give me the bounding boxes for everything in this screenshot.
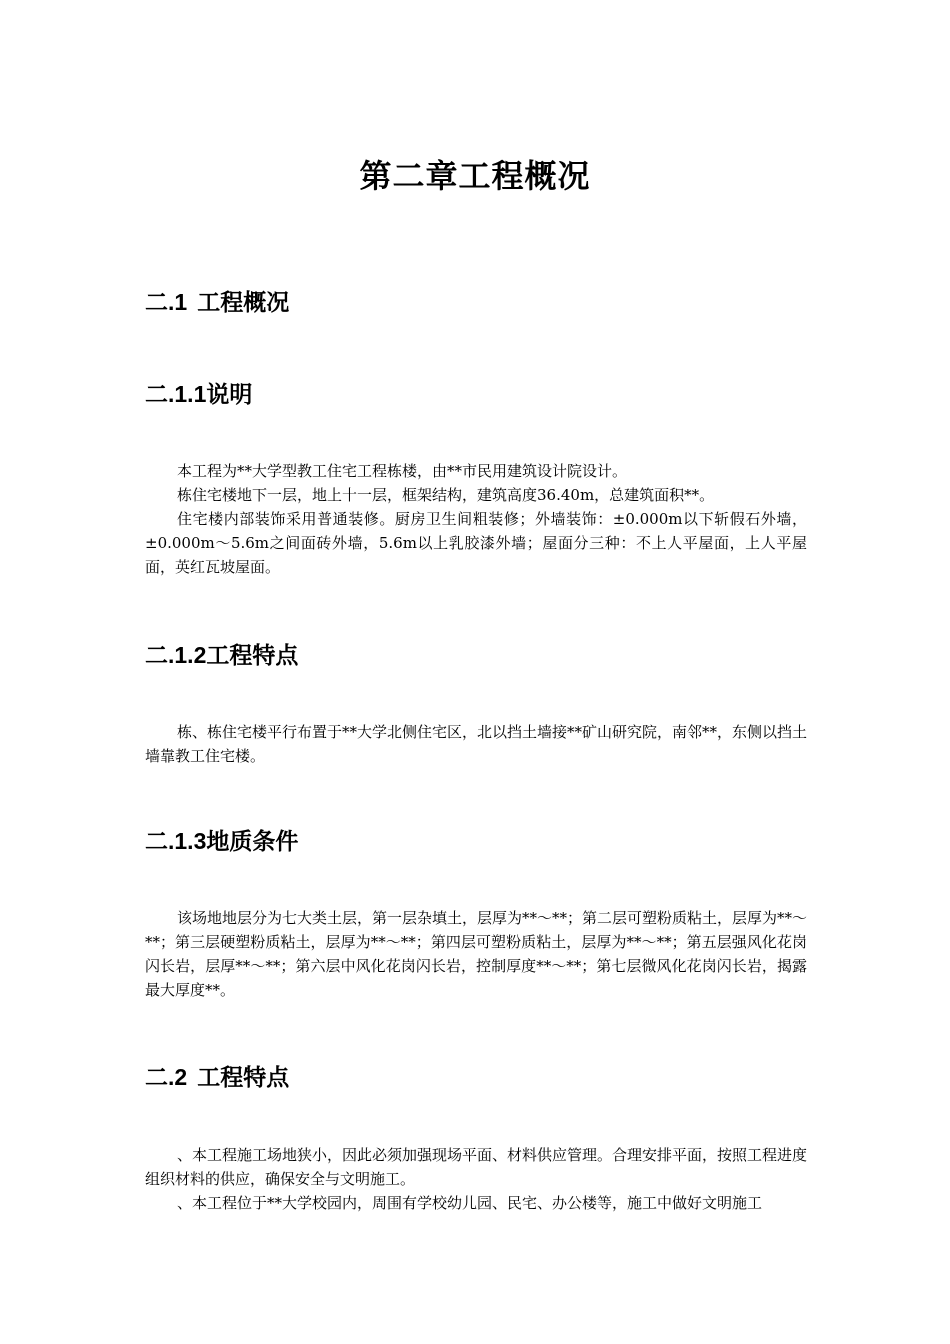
section-number: 二.1 — [145, 289, 188, 315]
section-title: 地质条件 — [206, 829, 299, 855]
paragraph: 本工程为**大学型教工住宅工程栋楼，由**市民用建筑设计院设计。 — [177, 462, 628, 480]
section-title: 工程特点 — [206, 643, 299, 669]
section-heading-2-1-1 — [145, 377, 252, 412]
section-heading-2-1 — [145, 285, 289, 320]
section-number: 二.2 — [145, 1064, 188, 1090]
section-body-2-1-1 — [145, 459, 807, 579]
paragraph: 栋住宅楼地下一层，地上十一层，框架结构，建筑高度36.40m，总建筑面积**。 — [177, 486, 715, 504]
section-body-2-2 — [145, 1143, 807, 1215]
section-body-2-1-3 — [145, 906, 807, 1002]
section-heading-2-1-2 — [145, 638, 298, 673]
section-heading-2-1-3 — [145, 824, 298, 859]
paragraph: 栋、栋住宅楼平行布置于**大学北侧住宅区，北以挡土墙接**矿山研究院，南邻**，东侧以挡土墙靠教工住宅楼。 — [145, 723, 808, 765]
paragraph: 该场地地层分为七大类土层，第一层杂填土，层厚为**～**；第二层可塑粉质粘土，层厚为**～**；第三层硬塑粉质粘土，层厚为**～**；第四层可塑粉质粘土，层厚为**～**；第五层强风化花岗闪长岩，层厚**～**；第六层中风化花岗闪长岩，控制厚度**～**；第七层微风化花岗闪长岩，揭露最大厚度**。 — [145, 909, 808, 999]
paragraph: 、本工程施工场地狭小，因此必须加强现场平面、材料供应管理。合理安排平面，按照工程进度组织材料的供应，确保安全与文明施工。 — [145, 1146, 808, 1188]
section-heading-2-2 — [145, 1060, 289, 1095]
section-number: 二.1.2 — [145, 642, 207, 668]
section-number: 二.1.3 — [145, 828, 207, 854]
chapter-title: 第二章工程概况 — [359, 157, 591, 195]
paragraph: 、本工程位于**大学校园内，周围有学校幼儿园、民宅、办公楼等，施工中做好文明施工 — [177, 1194, 763, 1212]
paragraph: 住宅楼内部装饰采用普通装修。厨房卫生间粗装修；外墙装饰：±0.000m以下斩假石外墙，±0.000m～5.6m之间面砖外墙，5.6m以上乳胶漆外墙；屋面分三种：不上人平屋面，上人平屋面，英红瓦坡屋面。 — [145, 510, 807, 576]
section-number: 二.1.1 — [145, 381, 207, 407]
section-title: 工程特点 — [197, 1065, 290, 1091]
section-title: 工程概况 — [197, 290, 290, 316]
section-title: 说明 — [206, 382, 253, 408]
section-body-2-1-2 — [145, 720, 807, 768]
